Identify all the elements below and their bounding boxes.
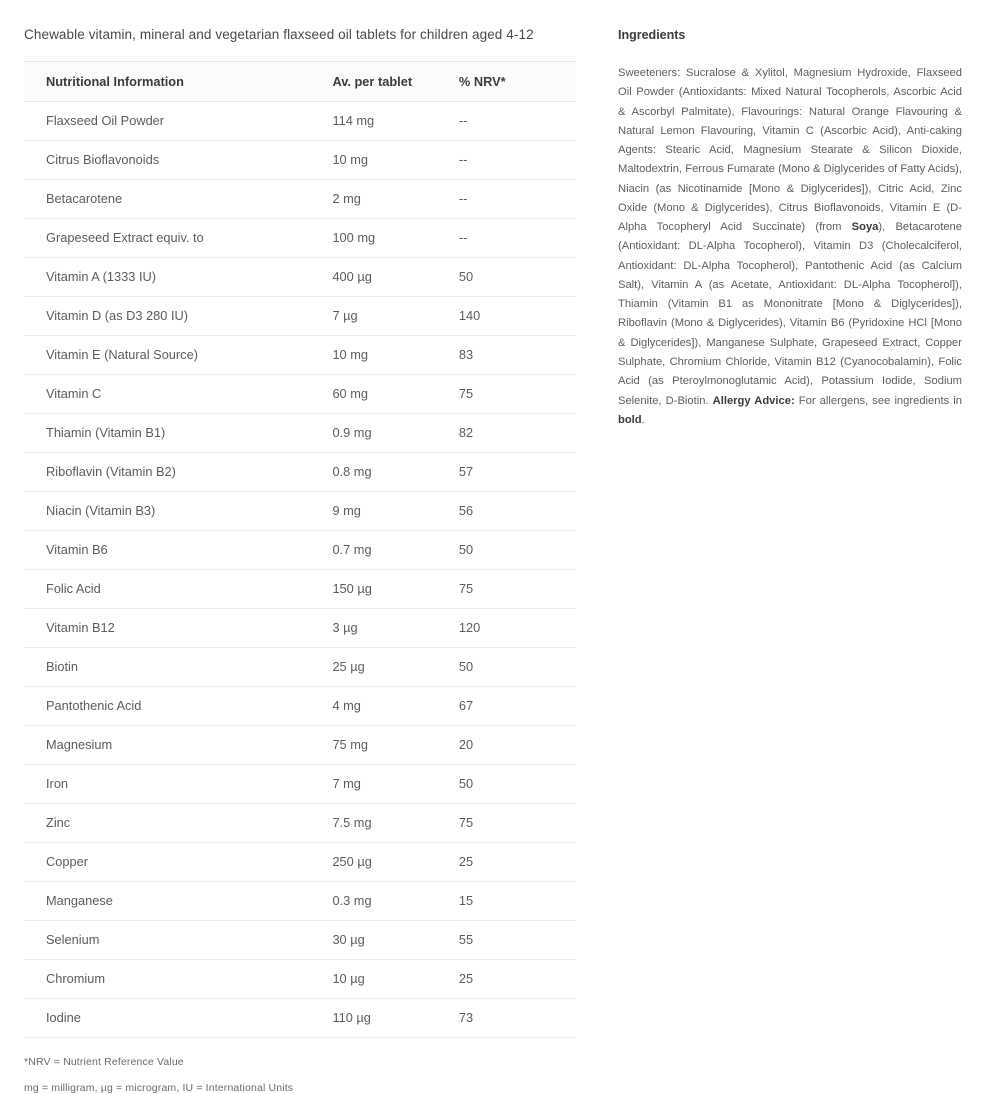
- table-row: [24, 842, 576, 881]
- nutrient-amount: 4 mg: [332, 686, 458, 725]
- column-header-nrv: % NRV*: [459, 61, 576, 101]
- table-row: [24, 686, 576, 725]
- nutrient-amount: 110 µg: [332, 998, 458, 1037]
- table-header-row: [24, 61, 576, 101]
- nutrient-amount: 10 mg: [332, 335, 458, 374]
- table-row: [24, 920, 576, 959]
- table-row: [24, 140, 576, 179]
- nutrient-name: Manganese: [24, 881, 332, 920]
- ingredients-text-part-2: ), Betacarotene (Antioxidant: DL-Alpha Tocopherol), Vitamin D3 (Cholecalciferol, Antioxidant: DL-Alpha Tocopherol), Pantothenic Acid (as Calcium Salt), Vitamin A (as Acetate, Antioxidant: DL-Alpha Tocopherol]), Thiamin (Vitamin B1 as Mononitrate [Mono & Diglycerides]), Riboflavin (Mono & Diglycerides), Vitamin B6 (Pyridoxine HCl [Mono & Diglycerides]), Manganese Sulphate, Grapeseed Extract, Copper Sulphate, Chromium Chloride, Vitamin B12 (Cyanocobalamin), Folic Acid (as Pteroylmonoglutamic Acid), Potassium Iodide, Sodium Selenite, D-Biotin.: [618, 221, 962, 407]
- table-row: [24, 452, 576, 491]
- nutrient-name: Grapeseed Extract equiv. to: [24, 218, 332, 257]
- table-row: [24, 218, 576, 257]
- table-body: [24, 101, 576, 1037]
- nutrient-nrv: 75: [459, 569, 576, 608]
- nutrient-amount: 60 mg: [332, 374, 458, 413]
- table-row: [24, 998, 576, 1037]
- nutrient-amount: 7.5 mg: [332, 803, 458, 842]
- nutrient-name: Pantothenic Acid: [24, 686, 332, 725]
- allergy-advice-bold-word: bold: [618, 413, 642, 426]
- nutrient-nrv: --: [459, 140, 576, 179]
- nutrient-name: Vitamin E (Natural Source): [24, 335, 332, 374]
- nutrient-name: Niacin (Vitamin B3): [24, 491, 332, 530]
- nutrient-name: Folic Acid: [24, 569, 332, 608]
- table-row: [24, 569, 576, 608]
- column-header-amount: Av. per tablet: [332, 61, 458, 101]
- nutrient-nrv: --: [459, 101, 576, 140]
- table-row: [24, 179, 576, 218]
- nutrient-nrv: --: [459, 179, 576, 218]
- nutrient-name: Chromium: [24, 959, 332, 998]
- nutrient-nrv: 82: [459, 413, 576, 452]
- table-row: [24, 608, 576, 647]
- footnote-nrv: *NRV = Nutrient Reference Value: [24, 1055, 184, 1068]
- table-row: [24, 530, 576, 569]
- nutrient-amount: 0.9 mg: [332, 413, 458, 452]
- nutrient-nrv: 56: [459, 491, 576, 530]
- nutrient-amount: 150 µg: [332, 569, 458, 608]
- table-row: [24, 647, 576, 686]
- nutrient-name: Iodine: [24, 998, 332, 1037]
- nutrient-nrv: 73: [459, 998, 576, 1037]
- nutrient-nrv: 140: [459, 296, 576, 335]
- column-header-nutrient: Nutritional Information: [24, 61, 332, 101]
- table-row: [24, 296, 576, 335]
- nutrient-amount: 250 µg: [332, 842, 458, 881]
- ingredients-allergen-soya: Soya: [851, 221, 879, 234]
- nutrient-nrv: 25: [459, 959, 576, 998]
- nutrient-name: Vitamin A (1333 IU): [24, 257, 332, 296]
- ingredients-text: [618, 64, 962, 430]
- nutrient-amount: 0.7 mg: [332, 530, 458, 569]
- nutritional-information-table: [24, 61, 576, 1038]
- nutrient-nrv: 67: [459, 686, 576, 725]
- nutrient-amount: 3 µg: [332, 608, 458, 647]
- ingredients-column: [600, 0, 1000, 738]
- product-description: Chewable vitamin, mineral and vegetarian flaxseed oil tablets for children aged 4-12: [24, 27, 534, 42]
- nutrient-amount: 10 mg: [332, 140, 458, 179]
- ingredients-text-part-1: Sweeteners: Sucralose & Xylitol, Magnesium Hydroxide, Flaxseed Oil Powder (Antioxidants: Mixed Natural Tocopherols, Ascorbic Acid & Ascorbyl Palmitate), Flavourings: Natural Orange Flavouring & Natural Lemon Flavouring, Vitamin C (Ascorbic Acid), Anti-caking Agents: Stearic Acid, Magnesium Stearate & Silicon Dioxide, Maltodextrin, Ferrous Fumarate (Mono & Diglycerides of Fatty Acids), Niacin (as Nicotinamide [Mono & Diglycerides]), Citric Acid, Zinc Oxide (Mono & Diglycerides), Citrus Bioflavonoids, Vitamin E (D-Alpha Tocopheryl Acid Succinate) (from: [618, 67, 962, 234]
- nutrient-nrv: 15: [459, 881, 576, 920]
- nutrient-name: Citrus Bioflavonoids: [24, 140, 332, 179]
- allergy-advice-text-2: .: [641, 413, 645, 426]
- nutrient-name: Copper: [24, 842, 332, 881]
- ingredients-title: Ingredients: [618, 28, 686, 42]
- table-row: [24, 335, 576, 374]
- nutrient-amount: 7 mg: [332, 764, 458, 803]
- nutrient-nrv: 50: [459, 764, 576, 803]
- nutrient-name: Vitamin B12: [24, 608, 332, 647]
- nutrient-amount: 0.8 mg: [332, 452, 458, 491]
- nutrient-amount: 0.3 mg: [332, 881, 458, 920]
- nutrient-amount: 30 µg: [332, 920, 458, 959]
- nutrient-name: Magnesium: [24, 725, 332, 764]
- nutrient-name: Vitamin D (as D3 280 IU): [24, 296, 332, 335]
- table-row: [24, 101, 576, 140]
- nutrient-nrv: 20: [459, 725, 576, 764]
- table-row: [24, 725, 576, 764]
- nutrient-amount: 100 mg: [332, 218, 458, 257]
- nutrient-name: Betacarotene: [24, 179, 332, 218]
- nutrient-name: Flaxseed Oil Powder: [24, 101, 332, 140]
- nutrient-amount: 10 µg: [332, 959, 458, 998]
- nutrient-amount: 114 mg: [332, 101, 458, 140]
- table-row: [24, 959, 576, 998]
- nutrient-name: Riboflavin (Vitamin B2): [24, 452, 332, 491]
- nutrient-name: Selenium: [24, 920, 332, 959]
- nutrient-amount: 9 mg: [332, 491, 458, 530]
- table-row: [24, 491, 576, 530]
- table-row: [24, 881, 576, 920]
- table-row: [24, 764, 576, 803]
- nutrient-amount: 2 mg: [332, 179, 458, 218]
- table-header: [24, 61, 576, 101]
- nutrient-nrv: 57: [459, 452, 576, 491]
- nutrient-nrv: 55: [459, 920, 576, 959]
- nutrient-nrv: --: [459, 218, 576, 257]
- nutrient-nrv: 25: [459, 842, 576, 881]
- nutrient-nrv: 75: [459, 374, 576, 413]
- table-row: [24, 413, 576, 452]
- nutrient-nrv: 50: [459, 257, 576, 296]
- nutrient-nrv: 50: [459, 530, 576, 569]
- allergy-advice-text-1: For allergens, see ingredients in: [794, 394, 962, 407]
- table-row: [24, 374, 576, 413]
- nutrient-name: Vitamin C: [24, 374, 332, 413]
- nutrient-name: Iron: [24, 764, 332, 803]
- nutrient-nrv: 120: [459, 608, 576, 647]
- nutrient-name: Zinc: [24, 803, 332, 842]
- nutrient-name: Biotin: [24, 647, 332, 686]
- table-row: [24, 803, 576, 842]
- nutrient-amount: 75 mg: [332, 725, 458, 764]
- footnote-units: mg = milligram, µg = microgram, IU = International Units: [24, 1081, 294, 1094]
- allergy-advice-label: Allergy Advice:: [712, 394, 795, 407]
- nutrient-nrv: 83: [459, 335, 576, 374]
- nutrient-nrv: 75: [459, 803, 576, 842]
- nutrient-name: Vitamin B6: [24, 530, 332, 569]
- nutrient-amount: 7 µg: [332, 296, 458, 335]
- nutrient-amount: 400 µg: [332, 257, 458, 296]
- nutrient-name: Thiamin (Vitamin B1): [24, 413, 332, 452]
- nutrient-amount: 25 µg: [332, 647, 458, 686]
- table-row: [24, 257, 576, 296]
- nutrient-nrv: 50: [459, 647, 576, 686]
